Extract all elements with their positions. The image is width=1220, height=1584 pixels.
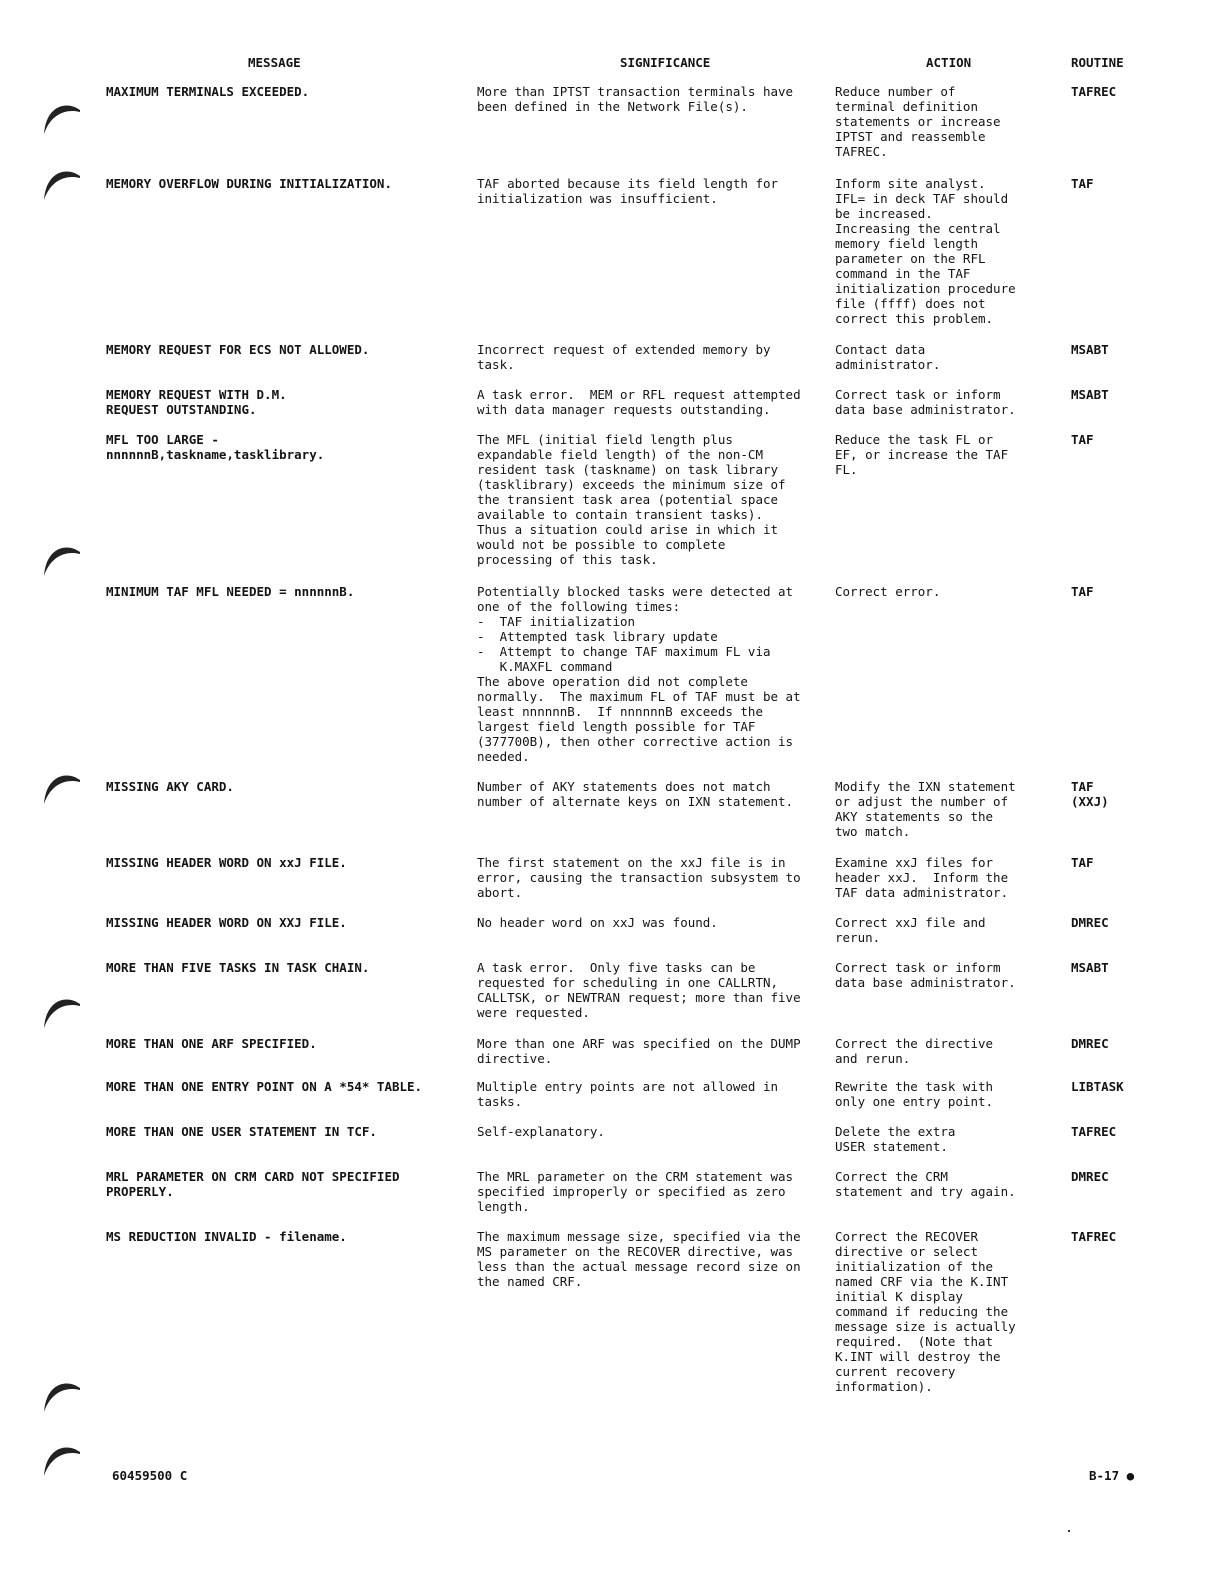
significance-cell: More than one ARF was specified on the DUMP directive. [477,1036,801,1066]
margin-mark-icon [40,992,82,1036]
routine-cell: LIBTASK [1071,1079,1124,1094]
routine-cell: TAFREC [1071,1229,1117,1244]
page-number: B-17 ● [1089,1468,1135,1483]
significance-cell: The first statement on the xxJ file is in error, causing the transaction subsystem to abort. [477,855,801,900]
action-cell: Correct the directive and rerun. [835,1036,994,1066]
significance-cell: Incorrect request of extended memory by task. [477,342,771,372]
significance-cell: No header word on xxJ was found. [477,915,718,930]
action-cell: Correct the RECOVER directive or select initialization of the named CRF via the K.INT initial K display command if reducing the message size is actually required. (Note that K.INT will destroy the current recovery information). [835,1229,1016,1394]
action-cell: Reduce the task FL or EF, or increase the TAF FL. [835,432,1009,477]
significance-cell: More than IPTST transaction terminals have been defined in the Network File(s). [477,84,794,114]
significance-cell: A task error. MEM or RFL request attempted with data manager requests outstanding. [477,387,801,417]
action-cell: Inform site analyst. IFL= in deck TAF should be increased. Increasing the central memory field length parameter on the RFL command in the TAF initialization procedure file (ffff) does not correct this problem. [835,176,1016,326]
action-cell: Correct error. [835,584,941,599]
message-cell: MISSING HEADER WORD ON xxJ FILE. [106,855,347,870]
significance-cell: TAF aborted because its field length for initialization was insufficient. [477,176,779,206]
routine-cell: TAF [1071,176,1094,191]
routine-cell: DMREC [1071,915,1109,930]
routine-cell: MSABT [1071,960,1109,975]
document-number: 60459500 C [112,1468,188,1483]
significance-cell: The MFL (initial field length plus expandable field length) of the non-CM resident task (taskname) on task library (tasklibrary) exceeds the minimum size of the transient task area (potential space available to contain transient tasks). Thus a situation could arise in which it would not be possible to complete processing of this task. [477,432,786,567]
margin-mark-icon [40,540,82,584]
significance-cell: A task error. Only five tasks can be requested for scheduling in one CALLRTN, CALLTSK, or NEWTRAN request; more than five were requested. [477,960,801,1020]
routine-cell: DMREC [1071,1169,1109,1184]
routine-cell: DMREC [1071,1036,1109,1051]
action-cell: Correct task or inform data base administrator. [835,387,1016,417]
scan-speck [1068,1530,1070,1532]
routine-cell: MSABT [1071,387,1109,402]
message-cell: MISSING HEADER WORD ON XXJ FILE. [106,915,347,930]
message-cell: MORE THAN ONE USER STATEMENT IN TCF. [106,1124,377,1139]
significance-cell: The maximum message size, specified via the MS parameter on the RECOVER directive, was less than the actual message record size on the named CRF. [477,1229,801,1289]
routine-cell: TAF [1071,855,1094,870]
header-routine: ROUTINE [1071,55,1124,70]
routine-cell: MSABT [1071,342,1109,357]
message-cell: MEMORY OVERFLOW DURING INITIALIZATION. [106,176,392,191]
header-message: MESSAGE [248,55,301,70]
margin-mark-icon [40,98,82,142]
message-cell: MEMORY REQUEST WITH D.M. REQUEST OUTSTANDING. [106,387,287,417]
margin-mark-icon [40,768,82,812]
significance-cell: Potentially blocked tasks were detected at one of the following times: - TAF initialization - Attempted task library update - Attempt to change TAF maximum FL via K.MAXFL command The above operation did not complete normally. The maximum FL of TAF must be at least nnnnnnB. If nnnnnnB exceeds the largest field length possible for TAF (377700B), then other corrective action is needed. [477,584,801,764]
action-cell: Correct task or inform data base administrator. [835,960,1016,990]
routine-cell: TAF [1071,432,1094,447]
action-cell: Examine xxJ files for header xxJ. Inform the TAF data administrator. [835,855,1009,900]
action-cell: Correct xxJ file and rerun. [835,915,986,945]
message-cell: MINIMUM TAF MFL NEEDED = nnnnnnB. [106,584,355,599]
significance-cell: The MRL parameter on the CRM statement was specified improperly or specified as zero length. [477,1169,794,1214]
significance-cell: Multiple entry points are not allowed in tasks. [477,1079,779,1109]
message-cell: MORE THAN ONE ARF SPECIFIED. [106,1036,317,1051]
margin-mark-icon [40,1376,82,1420]
message-cell: MRL PARAMETER ON CRM CARD NOT SPECIFIED PROPERLY. [106,1169,400,1199]
action-cell: Correct the CRM statement and try again. [835,1169,1016,1199]
message-cell: MISSING AKY CARD. [106,779,234,794]
margin-mark-icon [40,1440,82,1484]
significance-cell: Self-explanatory. [477,1124,605,1139]
action-cell: Modify the IXN statement or adjust the number of AKY statements so the two match. [835,779,1016,839]
message-cell: MS REDUCTION INVALID - filename. [106,1229,347,1244]
action-cell: Delete the extra USER statement. [835,1124,956,1154]
routine-cell: TAF [1071,584,1094,599]
action-cell: Contact data administrator. [835,342,941,372]
message-cell: MORE THAN FIVE TASKS IN TASK CHAIN. [106,960,370,975]
header-significance: SIGNIFICANCE [620,55,711,70]
routine-cell: TAFREC [1071,84,1117,99]
margin-mark-icon [40,164,82,208]
significance-cell: Number of AKY statements does not match number of alternate keys on IXN statement. [477,779,794,809]
header-action: ACTION [926,55,972,70]
routine-cell: TAF (XXJ) [1071,779,1109,809]
routine-cell: TAFREC [1071,1124,1117,1139]
action-cell: Rewrite the task with only one entry point. [835,1079,994,1109]
message-cell: MFL TOO LARGE - nnnnnnB,taskname,tasklibrary. [106,432,325,462]
action-cell: Reduce number of terminal definition statements or increase IPTST and reassemble TAFREC. [835,84,1001,159]
message-cell: MORE THAN ONE ENTRY POINT ON A *54* TABLE. [106,1079,423,1094]
message-cell: MEMORY REQUEST FOR ECS NOT ALLOWED. [106,342,370,357]
message-cell: MAXIMUM TERMINALS EXCEEDED. [106,84,310,99]
